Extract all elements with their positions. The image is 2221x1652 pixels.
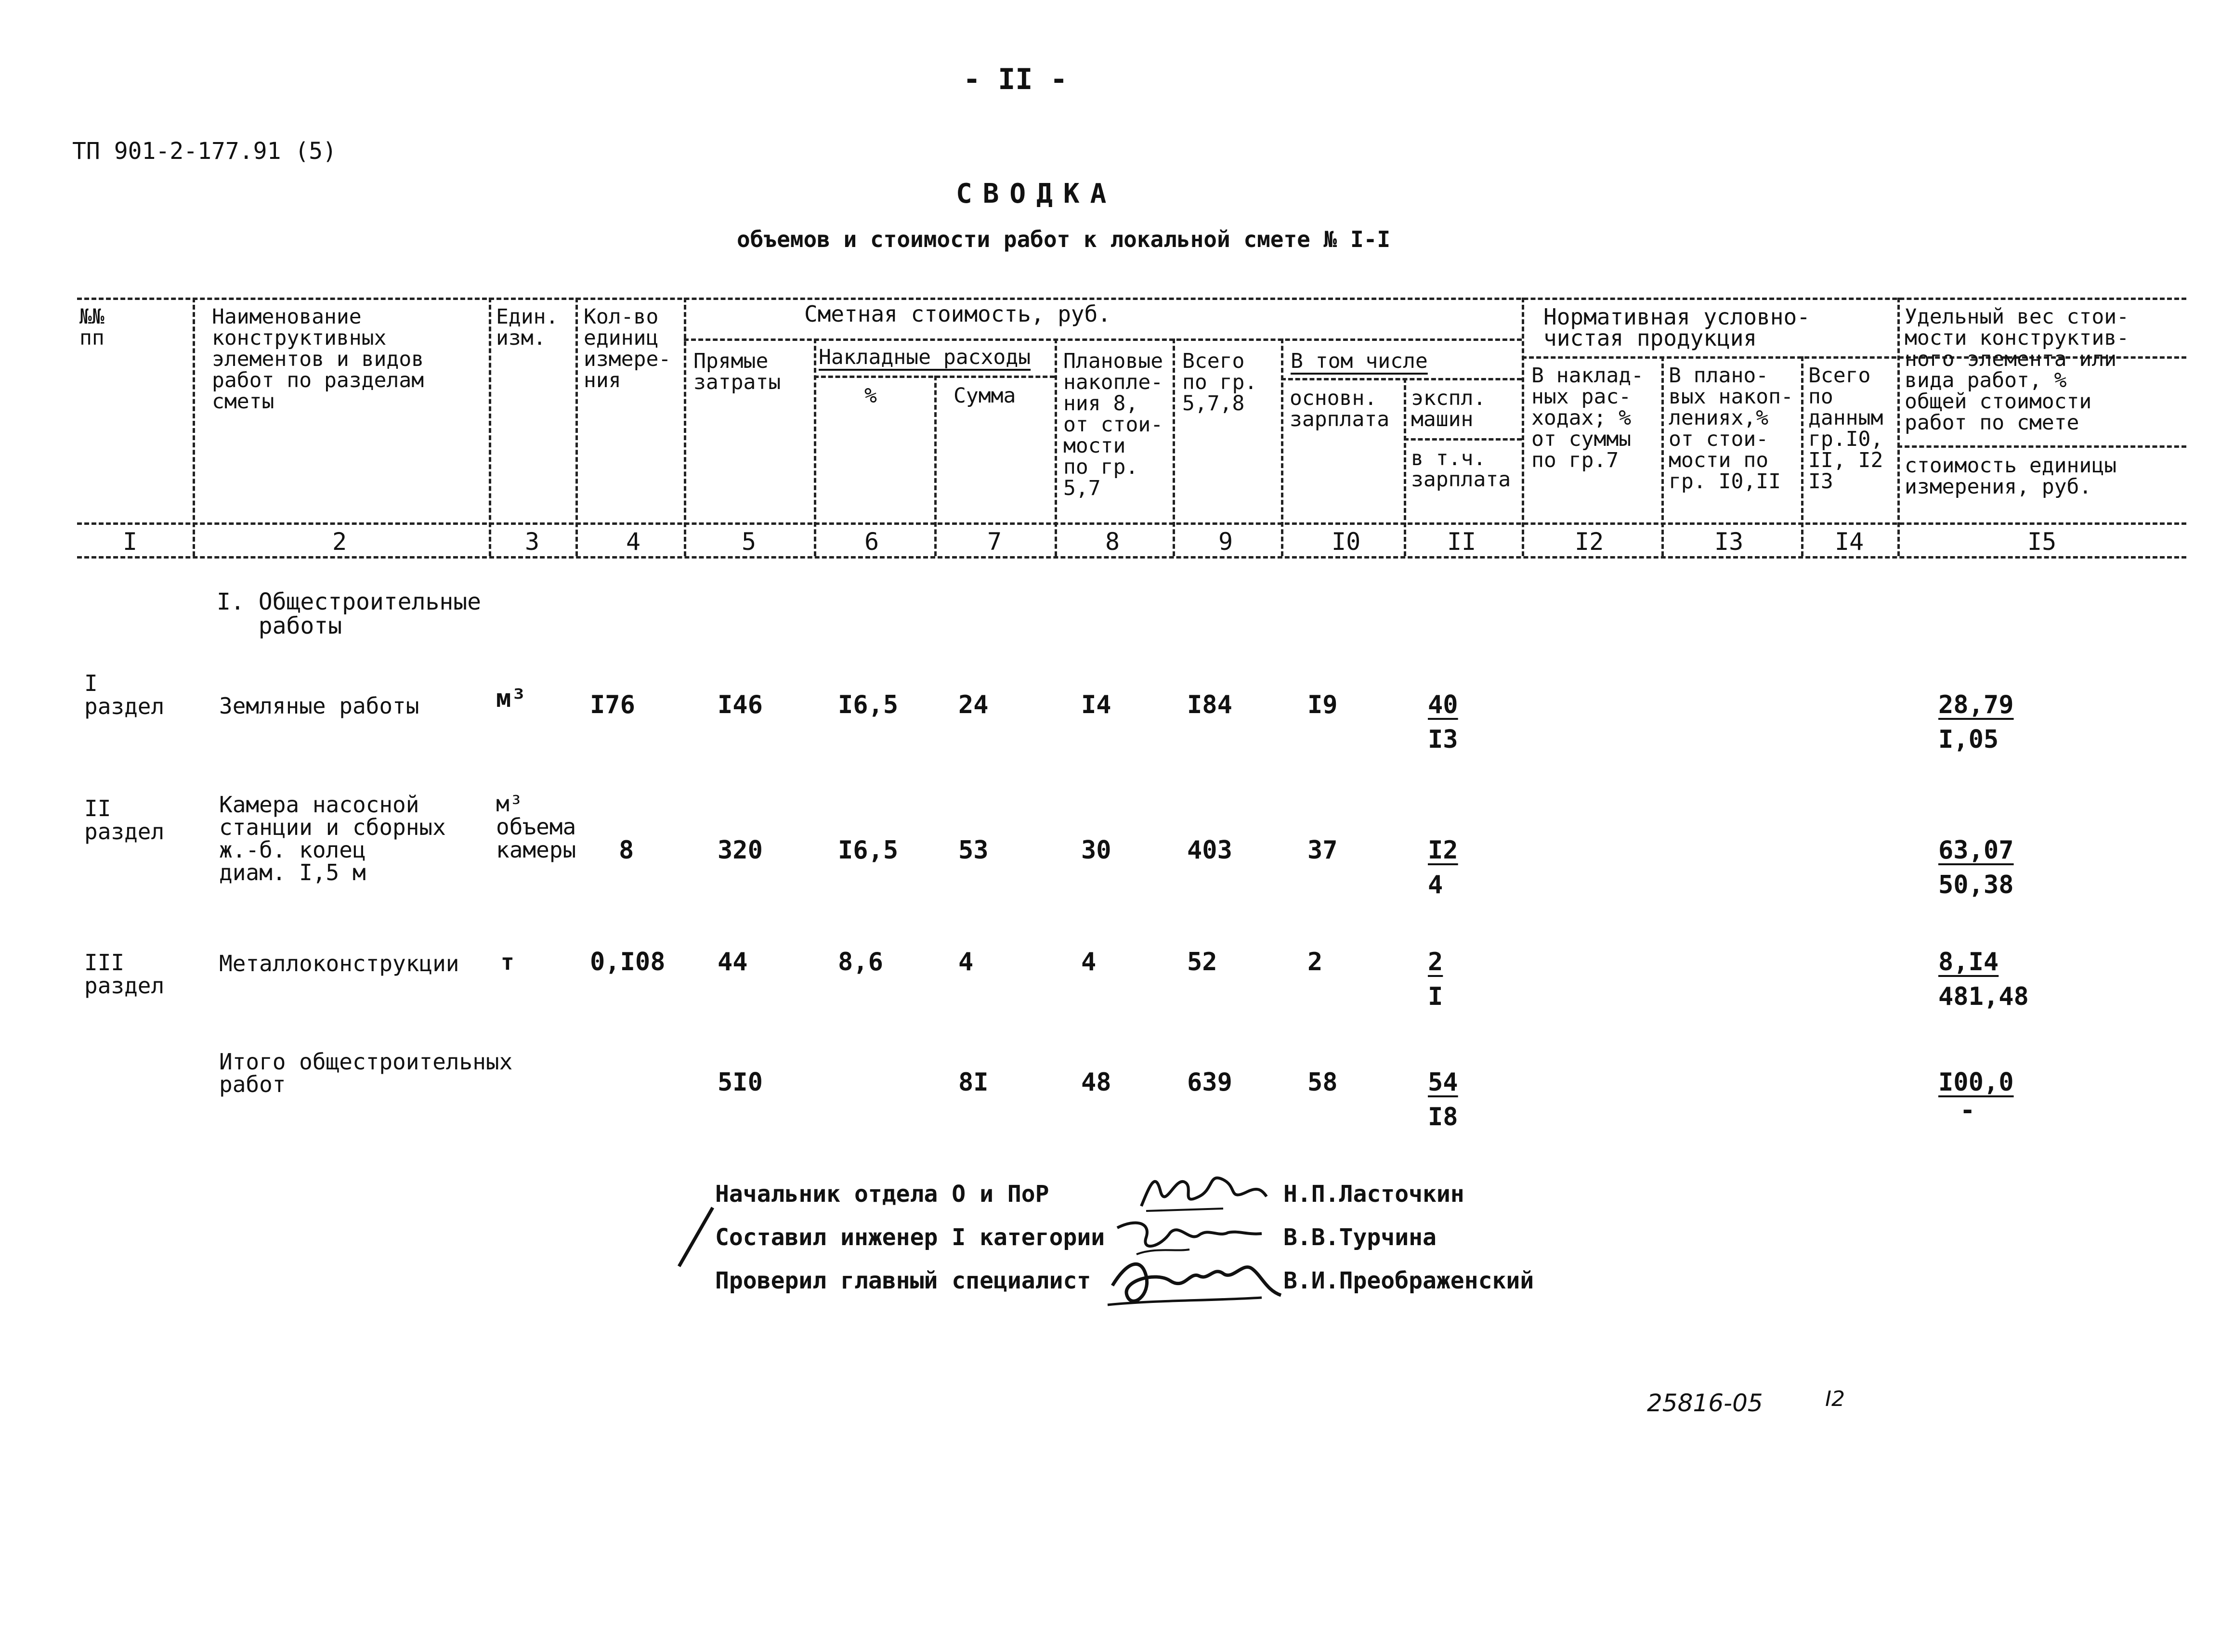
header-including: В том числе bbox=[1291, 349, 1428, 373]
column-number: I2 bbox=[1575, 528, 1604, 556]
row-planned-savings: 30 bbox=[1081, 836, 1111, 865]
row-name: Камера насосной станции и сборных ж.-б. колец диам. I,5 м bbox=[219, 792, 446, 885]
row-total: I84 bbox=[1187, 690, 1232, 719]
row-quantity: 8 bbox=[619, 836, 634, 865]
signature-name: Н.П.Ласточкин bbox=[1283, 1181, 1464, 1208]
row-unit-cost: 50,38 bbox=[1938, 871, 2014, 899]
document-title: СВОДКА bbox=[956, 178, 1117, 209]
column-number: 8 bbox=[1105, 528, 1120, 556]
header-name: Наименование конструктивных элементов и видов работ по разделам сметы bbox=[212, 305, 424, 414]
handwritten-signature bbox=[1098, 1247, 1286, 1319]
header-total: Всего по гр. 5,7,8 bbox=[1182, 349, 1257, 416]
row-specific-weight: 8,I4 bbox=[1938, 948, 1999, 976]
row-name: Земляные работы bbox=[219, 693, 419, 719]
row-overhead-sum: 24 bbox=[958, 690, 989, 719]
header-unit: Един. изм. bbox=[496, 305, 559, 350]
row-number: II раздел bbox=[84, 795, 165, 845]
row-overhead-percent: I6,5 bbox=[838, 690, 899, 719]
row-unit: м³ объема камеры bbox=[496, 791, 576, 863]
row-overhead-percent: I6,5 bbox=[838, 836, 899, 865]
header-estimated-cost: Сметная стоимость, руб. bbox=[804, 301, 1111, 327]
row-overhead-sum: 4 bbox=[958, 948, 974, 976]
total-machine-operation: 54 bbox=[1428, 1068, 1458, 1097]
row-machine-operation: 2 bbox=[1428, 948, 1443, 976]
header-normative-product: Нормативная условно- чистая продукция bbox=[1543, 304, 1810, 351]
row-overhead-sum: 53 bbox=[958, 836, 989, 865]
row-machine-operation: 40 bbox=[1428, 690, 1458, 719]
footer-page-number: I2 bbox=[1825, 1387, 1845, 1411]
header-overhead-percent: % bbox=[864, 384, 877, 408]
total-unit-cost: - bbox=[1960, 1096, 1975, 1125]
row-overhead-percent: 8,6 bbox=[838, 948, 883, 976]
total-total: 639 bbox=[1187, 1068, 1232, 1097]
header-norm-total: Всего по данным гр.I0, II, I2 I3 bbox=[1808, 364, 1883, 494]
header-machine-operation: экспл. машин bbox=[1411, 386, 1486, 431]
header-base-salary: основн. зарплата bbox=[1290, 386, 1390, 431]
slash-mark bbox=[674, 1204, 718, 1271]
column-number: I bbox=[123, 528, 138, 556]
row-unit: т bbox=[501, 949, 514, 975]
column-number: I4 bbox=[1835, 528, 1864, 556]
row-unit: м³ bbox=[496, 684, 526, 713]
row-total: 52 bbox=[1187, 948, 1217, 976]
row-machine-salary: 4 bbox=[1428, 871, 1443, 899]
row-specific-weight: 63,07 bbox=[1938, 836, 2014, 865]
row-quantity: 0,I08 bbox=[590, 948, 666, 976]
row-base-salary: 2 bbox=[1307, 948, 1323, 976]
row-base-salary: I9 bbox=[1307, 690, 1338, 719]
total-planned-savings: 48 bbox=[1081, 1068, 1111, 1097]
section-title: I. Общестроительные работы bbox=[217, 588, 482, 639]
row-number: III раздел bbox=[84, 950, 165, 999]
total-machine-salary: I8 bbox=[1428, 1103, 1458, 1132]
signature-name: В.В.Турчина bbox=[1283, 1224, 1437, 1251]
column-number: 5 bbox=[742, 528, 757, 556]
row-direct-costs: 44 bbox=[718, 948, 748, 976]
signature-role: Составил инженер I категории bbox=[715, 1224, 1105, 1251]
header-norm-savings: В плано- вых накоп- лениях,% от стои- мости по гр. I0,II bbox=[1669, 364, 1793, 494]
signature-role: Проверил главный специалист bbox=[715, 1267, 1091, 1294]
page-number: - II - bbox=[963, 63, 1068, 96]
column-number: 2 bbox=[332, 528, 347, 556]
row-direct-costs: I46 bbox=[718, 690, 763, 719]
row-base-salary: 37 bbox=[1307, 836, 1338, 865]
column-number: 4 bbox=[626, 528, 641, 556]
row-total: 403 bbox=[1187, 836, 1232, 865]
header-specific-weight: Удельный вес стои- мости конструктив- ного элемента или вида работ, % общей стоимости работ по смете bbox=[1905, 305, 2129, 435]
row-number: I раздел bbox=[84, 670, 165, 719]
column-number: 6 bbox=[864, 528, 879, 556]
row-planned-savings: I4 bbox=[1081, 690, 1111, 719]
signature-name: В.И.Преображенский bbox=[1283, 1267, 1534, 1294]
row-machine-operation: I2 bbox=[1428, 836, 1458, 865]
row-specific-weight: 28,79 bbox=[1938, 690, 2014, 719]
header-machine-salary: в т.ч. зарплата bbox=[1411, 446, 1511, 492]
column-number: 3 bbox=[525, 528, 540, 556]
header-quantity: Кол-во единиц измере- ния bbox=[584, 305, 671, 392]
header-planned-savings: Плановые накопле- ния 8, от стои- мости по гр. 5,7 bbox=[1063, 349, 1163, 500]
row-quantity: I76 bbox=[590, 690, 635, 719]
total-label: Итого общестроительных работ bbox=[219, 1049, 513, 1097]
column-number: I5 bbox=[2027, 528, 2057, 556]
header-number: №№ пп bbox=[79, 305, 105, 350]
row-unit-cost: I,05 bbox=[1938, 725, 1999, 754]
total-base-salary: 58 bbox=[1307, 1068, 1338, 1097]
column-number: I3 bbox=[1714, 528, 1744, 556]
row-machine-salary: I3 bbox=[1428, 725, 1458, 754]
header-norm-overhead: В наклад- ных рас- ходах; % от суммы по гр.7 bbox=[1531, 364, 1644, 472]
column-number: I0 bbox=[1332, 528, 1361, 556]
footer-code: 25816-05 bbox=[1647, 1389, 1763, 1417]
row-direct-costs: 320 bbox=[718, 836, 763, 865]
column-number: 9 bbox=[1218, 528, 1233, 556]
column-number: 7 bbox=[987, 528, 1002, 556]
handwritten-signature bbox=[1127, 1163, 1271, 1216]
row-machine-salary: I bbox=[1428, 982, 1443, 1011]
header-unit-cost: стоимость единицы измерения, руб. bbox=[1905, 454, 2117, 499]
header-direct-costs: Прямые затраты bbox=[693, 349, 781, 394]
header-overhead: Накладные расходы bbox=[819, 345, 1031, 369]
row-name: Металлоконструкции bbox=[219, 950, 459, 976]
total-direct-costs: 5I0 bbox=[718, 1068, 763, 1097]
document-code: ТП 901-2-177.91 (5) bbox=[72, 138, 337, 165]
column-number: II bbox=[1447, 528, 1476, 556]
row-unit-cost: 481,48 bbox=[1938, 982, 2029, 1011]
document-subtitle: объемов и стоимости работ к локальной смете № I-I bbox=[737, 226, 1391, 252]
total-specific-weight: I00,0 bbox=[1938, 1068, 2014, 1097]
signature-role: Начальник отдела О и ПоР bbox=[715, 1181, 1049, 1208]
total-overhead-sum: 8I bbox=[958, 1068, 989, 1097]
row-planned-savings: 4 bbox=[1081, 948, 1097, 976]
header-overhead-sum: Сумма bbox=[954, 384, 1016, 408]
